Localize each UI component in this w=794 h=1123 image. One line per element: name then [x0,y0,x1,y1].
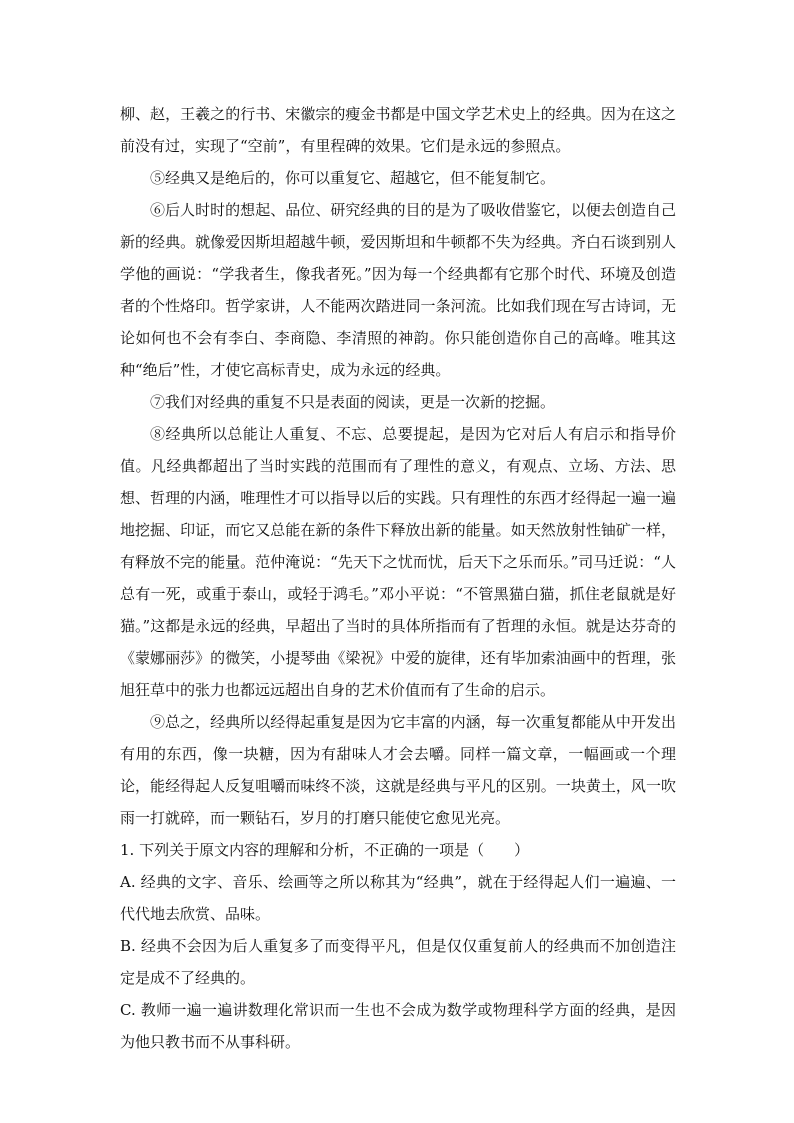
paragraph-5: ⑤经典又是绝后的，你可以重复它、超越它，但不能复制它。 [150,169,556,187]
document-body [120,98,676,1058]
question-stem: 1. 下列关于原文内容的理解和分析，不正确的一项是（ ） [120,841,530,859]
paragraph-9: ⑨总之，经典所以经得起重复是因为它丰富的内涵，每一次重复都能从中开发出有用的东西，像一块糖，因为有甜味人才会去嚼。同样一篇文章，一幅画或一个理论，能经得起人反复咀嚼而味终不淡，这就是经典与平凡的区别。一块黄土，风一吹雨一打就碎，而一颗钻石，岁月的打磨只能使它愈见光亮。 [120,713,676,827]
paragraph-8: ⑧经典所以总能让人重复、不忘、总要提起，是因为它对后人有启示和指导价值。凡经典都超出了当时实践的范围而有了理性的意义，有观点、立场、方法、思想、哲理的内涵，唯理性才可以指导以后的实践。只有理性的东西才经得起一遍一遍地挖掘、印证，而它又总能在新的条件下释放出新的能量。如天然放射性铀矿一样，有释放不完的能量。范仲淹说：“先天下之忧而忧，后天下之乐而乐。”司马迁说：“人总有一死，或重于泰山，或轻于鸿毛。”邓小平说：“不管黑猫白猫，抓住老鼠就是好猫。”这都是永远的经典，早超出了当时的具体所指而有了哲理的永恒。就是达芬奇的《蒙娜丽莎》的微笑，小提琴曲《梁祝》中爱的旋律，还有毕加索油画中的哲理，张旭狂草中的张力也都远远超出自身的艺术价值而有了生命的启示。 [120,425,676,699]
paragraph-6: ⑥后人时时的想起、品位、研究经典的目的是为了吸收借鉴它，以便去创造自己新的经典。就像爱因斯坦超越牛顿，爱因斯坦和牛顿都不失为经典。齐白石谈到别人学他的画说：“学我者生，像我者死。”因为每一个经典都有它那个时代、环境及创造者的个性烙印。哲学家讲，人不能两次踏进同一条河流。比如我们现在写古诗词，无论如何也不会有李白、李商隐、李清照的神韵。你只能创造你自己的高峰。唯其这种“绝后”性，才使它高标青史，成为永远的经典。 [120,201,676,379]
question-option-c: C. 教师一遍一遍讲数理化常识而一生也不会成为数学或物理科学方面的经典，是因为他只教书而不从事科研。 [120,1001,676,1051]
paragraph-7: ⑦我们对经典的重复不只是表面的阅读，更是一次新的挖掘。 [150,393,556,411]
question-option-a: A. 经典的文字、音乐、绘画等之所以称其为“经典”，就在于经得起人们一遍遍、一代代地去欣赏、品味。 [120,873,676,923]
paragraph-continued: 柳、赵，王羲之的行书、宋徽宗的瘦金书都是中国文学艺术史上的经典。因为在这之前没有过，实现了“空前”，有里程碑的效果。它们是永远的参照点。 [120,105,676,155]
question-option-b: B. 经典不会因为后人重复多了而变得平凡，但是仅仅重复前人的经典而不加创造注定是成不了经典的。 [120,937,676,987]
